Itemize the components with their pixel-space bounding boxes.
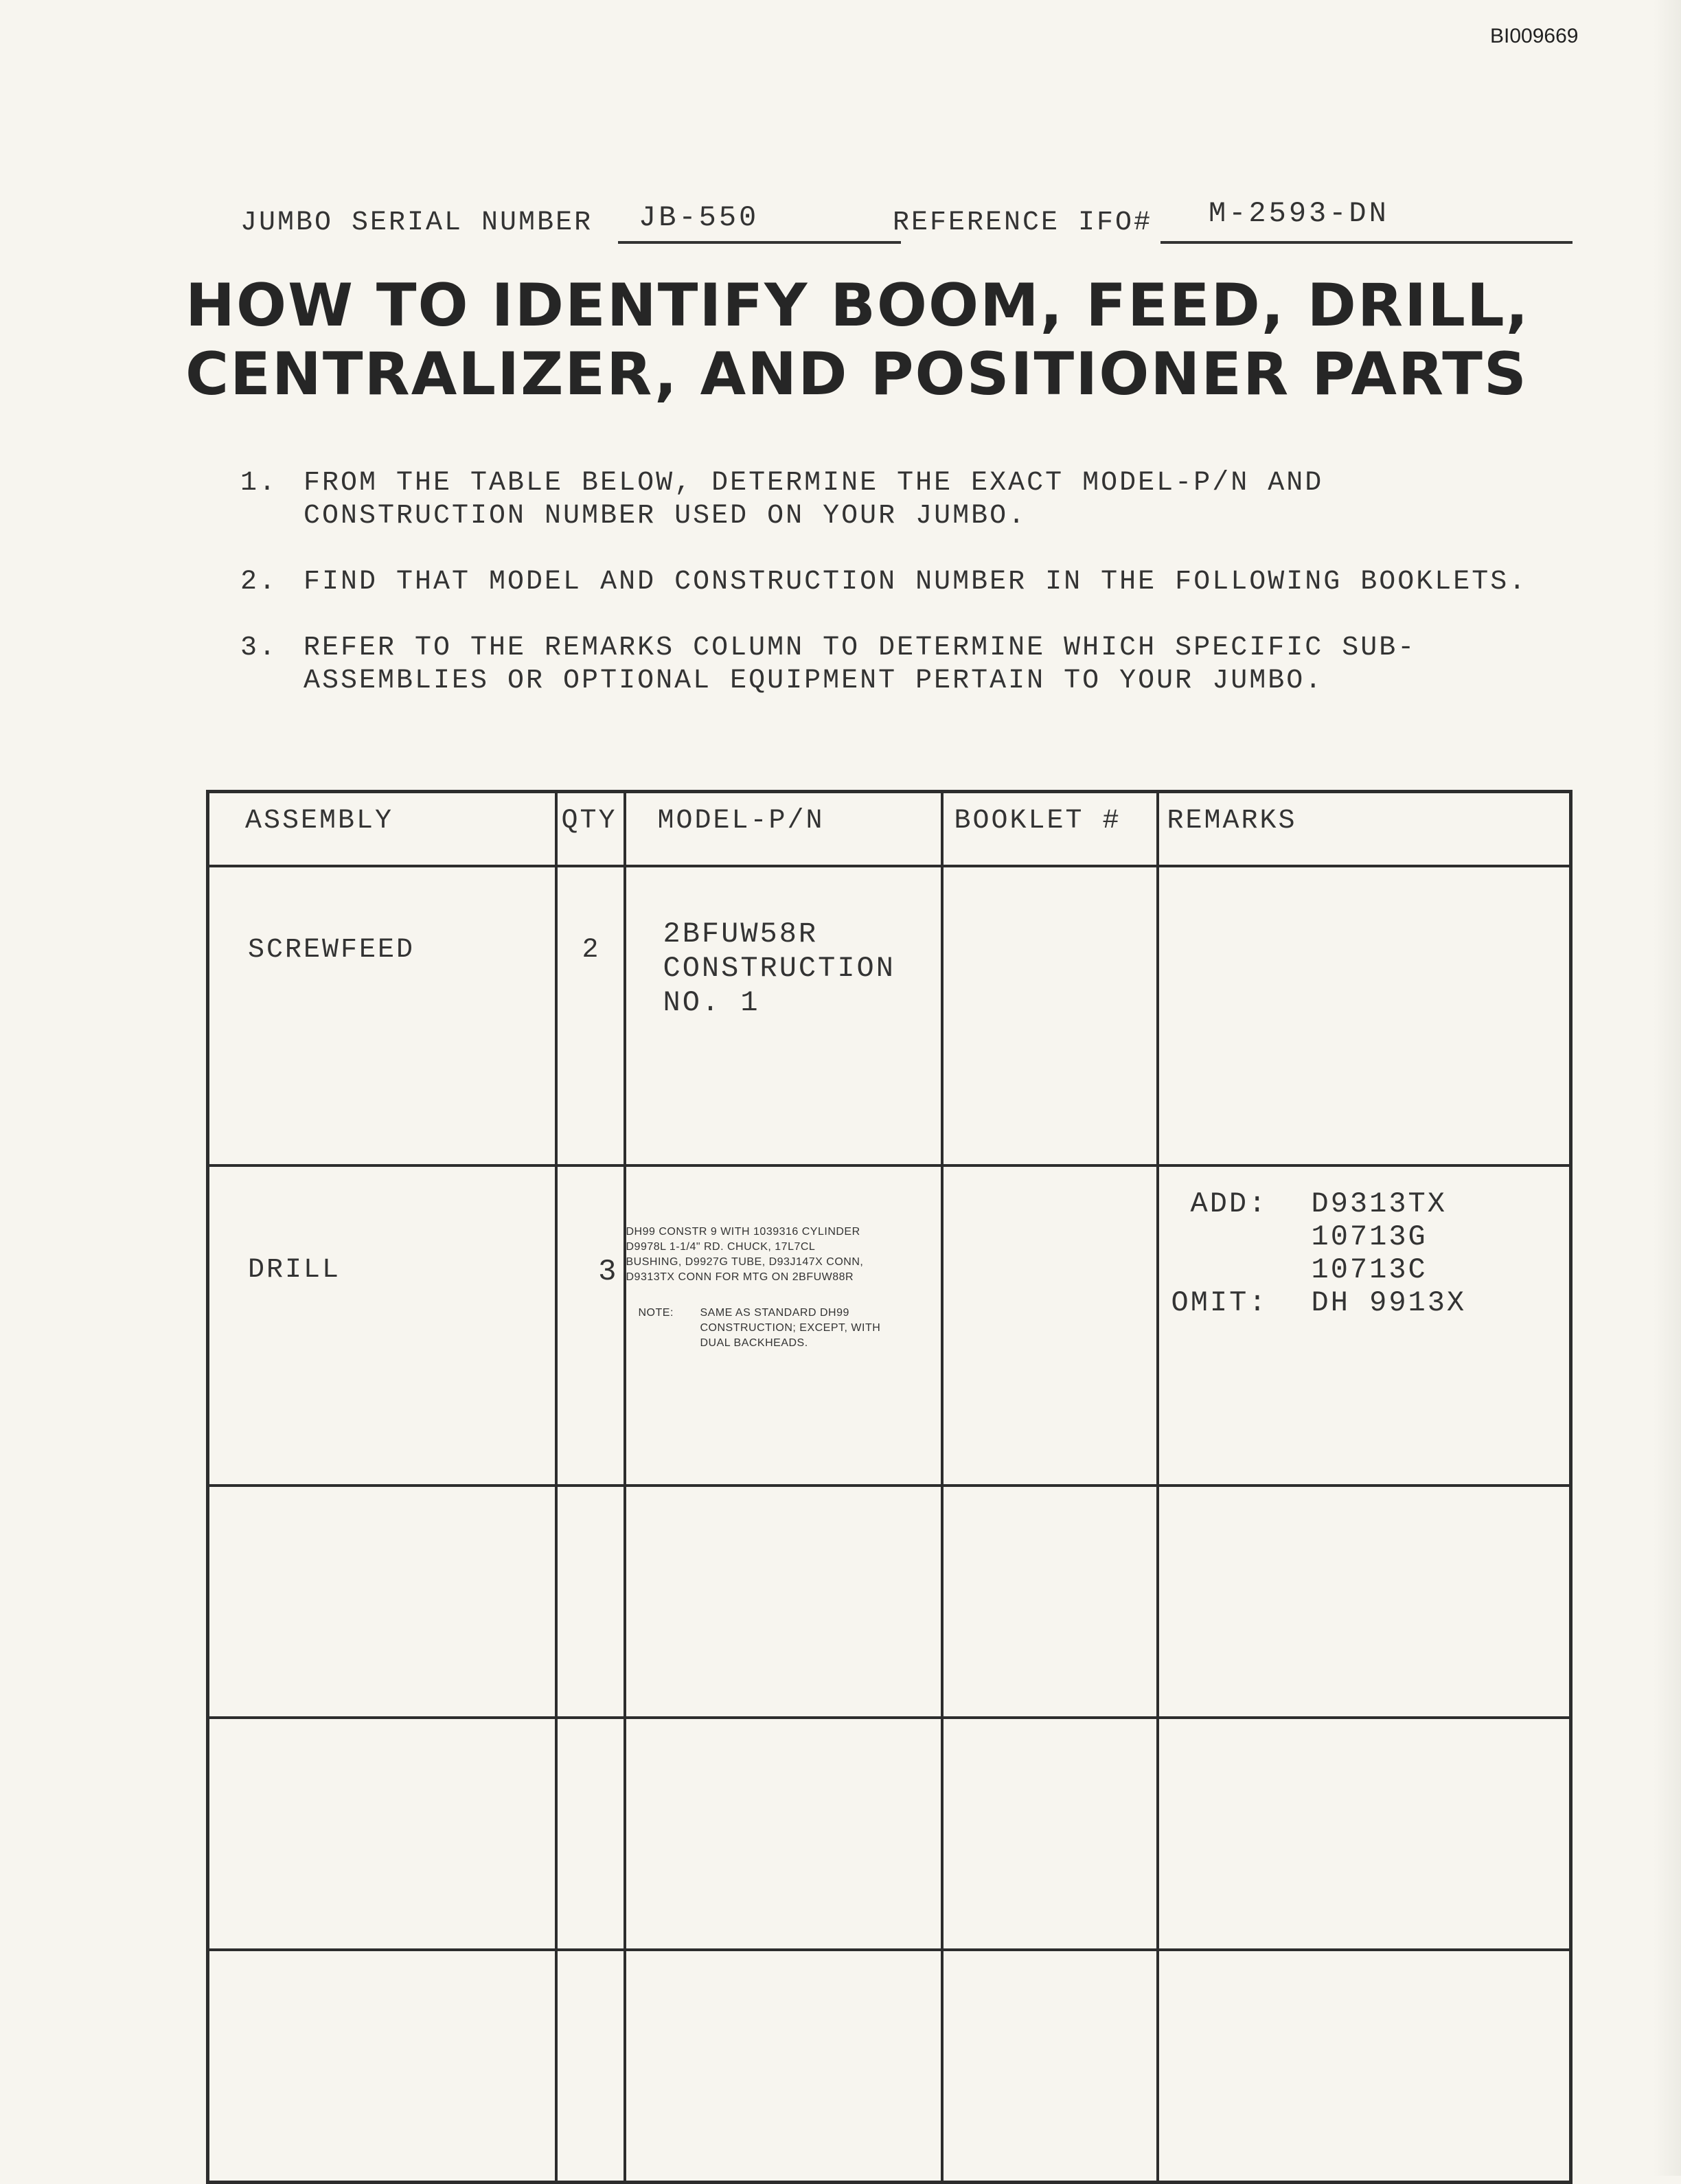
remarks-omit-line [1159,1286,1570,1319]
page-title [185,271,1559,409]
cell-remarks [1158,866,1571,1165]
model-line: BUSHING, D9927G TUBE, D93J147X CONN, [626,1256,864,1268]
cell-qty: 2 [556,866,625,1165]
header-booklet: BOOKLET # [942,792,1158,867]
model-note [626,1285,937,1351]
reference-ifo-label: REFERENCE IFO# [893,207,1153,238]
cell-booklet [942,1486,1158,1718]
table-row [208,866,1571,1165]
remarks-add-line [1159,1187,1570,1220]
cell-assembly [208,1486,556,1718]
cell-assembly: SCREWFEED [208,866,556,1165]
instruction-text: FIND THAT MODEL AND CONSTRUCTION NUMBER IN THE FOLLOWING BOOKLETS. [304,567,1528,598]
cell-assembly [208,1718,556,1950]
cell-model-pn [625,1165,942,1486]
serial-number-line [618,241,901,244]
note-text: SAME AS STANDARD DH99 CONSTRUCTION; EXCEPT, WITH DUAL BACKHEADS. [700,1307,881,1349]
omit-item: DH 9913X [1311,1286,1467,1319]
instruction-text: REFER TO THE REMARKS COLUMN TO DETERMINE WHICH SPECIFIC SUB-ASSEMBLIES OR OPTIONAL EQUIPMENT PERTAIN TO YOUR JUMBO. [304,633,1417,696]
cell-qty [556,1486,625,1718]
instruction-item [240,632,1545,698]
cell-model-pn [625,1718,942,1950]
cell-assembly [208,1950,556,2183]
cell-remarks [1158,1486,1571,1718]
table-row [208,1718,1571,1950]
add-item: 10713G [1311,1220,1428,1253]
model-line: D9313TX CONN FOR MTG ON 2BFUW88R [626,1271,854,1283]
cell-booklet [942,1165,1158,1486]
cell-model-pn [625,1950,942,2183]
cell-model-pn [625,1486,942,1718]
model-line: 2BFUW58R [663,918,819,951]
header-model-pn: MODEL-P/N [625,792,942,867]
remarks-add-line [1159,1220,1570,1253]
table-row [208,1486,1571,1718]
cell-remarks [1158,1950,1571,2183]
cell-model-pn [625,866,942,1165]
add-item: D9313TX [1311,1187,1447,1220]
omit-label: OMIT: [1171,1286,1268,1319]
cell-remarks [1158,1165,1571,1486]
instruction-number: 1. [240,468,278,499]
cell-qty: 3 [556,1165,625,1486]
table-row [208,1950,1571,2183]
document-id: BI009669 [1490,25,1579,47]
model-line: D9978L 1-1/4" RD. CHUCK, 17L7CL [626,1241,816,1253]
add-item: 10713C [1311,1253,1428,1286]
model-line: DH99 CONSTR 9 WITH 1039316 CYLINDER [626,1226,860,1238]
note-label: NOTE: [638,1307,674,1319]
add-label: ADD: [1190,1187,1268,1220]
header-fields [240,189,1573,244]
cell-assembly: DRILL [208,1165,556,1486]
title-line-1: HOW TO IDENTIFY BOOM, FEED, DRILL, [185,271,1530,340]
instruction-text: FROM THE TABLE BELOW, DETERMINE THE EXACT MODEL-P/N AND CONSTRUCTION NUMBER USED ON YOUR JUMBO. [304,468,1324,532]
serial-number-value: JB-550 [639,201,759,234]
serial-number-label: JUMBO SERIAL NUMBER [240,207,593,238]
title-line-2: CENTRALIZER, AND POSITIONER PARTS [185,340,1528,409]
header-qty: QTY [556,792,625,867]
cell-booklet [942,1718,1158,1950]
instruction-item [240,467,1545,533]
cell-qty [556,1718,625,1950]
page-edge [1654,0,1681,2176]
cell-remarks [1158,1718,1571,1950]
header-assembly: ASSEMBLY [208,792,556,867]
table-header-row [208,792,1571,867]
cell-booklet [942,1950,1158,2183]
reference-ifo-value: M-2593-DN [1209,197,1389,230]
instruction-number: 3. [240,633,278,663]
table-row [208,1165,1571,1486]
model-line: CONSTRUCTION [663,952,895,985]
parts-table [206,790,1573,2184]
header-remarks: REMARKS [1158,792,1571,867]
instructions-list [240,467,1545,731]
remarks-add-line [1159,1253,1570,1286]
instruction-item [240,566,1545,599]
reference-ifo-line [1160,241,1573,244]
instruction-number: 2. [240,567,278,598]
cell-qty [556,1950,625,2183]
cell-booklet [942,866,1158,1165]
model-line: NO. 1 [663,986,760,1019]
